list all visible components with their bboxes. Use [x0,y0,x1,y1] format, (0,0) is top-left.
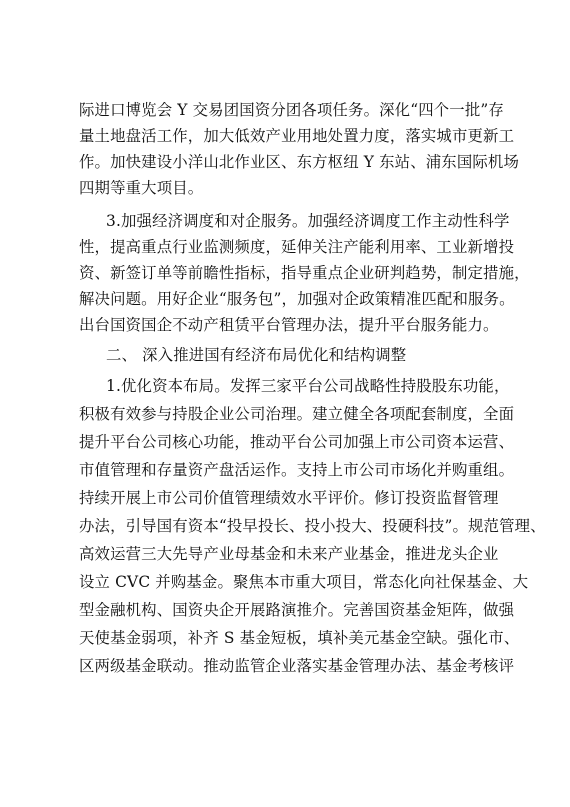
section-heading-2: 二、 深入推进国有经济布局优化和结构调整 [106,346,407,364]
paragraph-line: 提升平台公司核心功能，推动平台公司加强上市公司资本运营、 [79,433,515,451]
section-item-3: 3.加强经济调度和对企服务。加强经济调度工作主动性科学 [106,212,510,230]
paragraph-line: 解决问题。用好企业“服务包”，加强对企政策精准匹配和服务。 [79,290,515,308]
paragraph-line: 设立 CVC 并购基金。聚焦本市重大项目，常态化向社保基金、大 [79,573,529,591]
paragraph-line: 际进口博览会 Y 交易团国资分团各项任务。深化“四个一批”存 [79,101,504,119]
paragraph-line: 办法，引导国有资本“投早投长、投小投大、投硬科技”。规范管理、 [79,517,546,535]
paragraph-line: 作。加快建设小洋山北作业区、东方枢纽 Y 东站、浦东国际机场 [79,153,519,171]
section-item-1: 1.优化资本布局。发挥三家平台公司战略性持股股东功能， [106,377,510,395]
paragraph-line: 市值管理和存量资产盘活运作。支持上市公司市场化并购重组。 [79,461,515,479]
paragraph-line: 出台国资国企不动产租赁平台管理办法，提升平台服务能力。 [79,316,499,334]
paragraph-line: 资、新签订单等前瞻性指标，指导重点企业研判趋势，制定措施， [79,264,530,282]
paragraph-line: 四期等重大项目。 [79,179,204,197]
paragraph-line: 积极有效参与持股企业公司治理。建立健全各项配套制度，全面 [79,405,515,423]
paragraph-line: 区两级基金联动。推动监管企业落实基金管理办法、基金考核评 [79,657,515,675]
paragraph-line: 天使基金弱项，补齐 S 基金短板，填补美元基金空缺。强化市、 [79,629,520,647]
paragraph-line: 量土地盘活工作，加大低效产业用地处置力度，落实城市更新工 [79,127,515,145]
paragraph-line: 性，提高重点行业监测频度，延伸关注产能利用率、工业新增投 [79,238,515,256]
paragraph-line: 持续开展上市公司价值管理绩效水平评价。修订投资监督管理 [79,489,499,507]
paragraph-line: 高效运营三大先导产业母基金和未来产业基金，推进龙头企业 [79,545,499,563]
paragraph-line: 型金融机构、国资央企开展路演推介。完善国资基金矩阵，做强 [79,601,515,619]
